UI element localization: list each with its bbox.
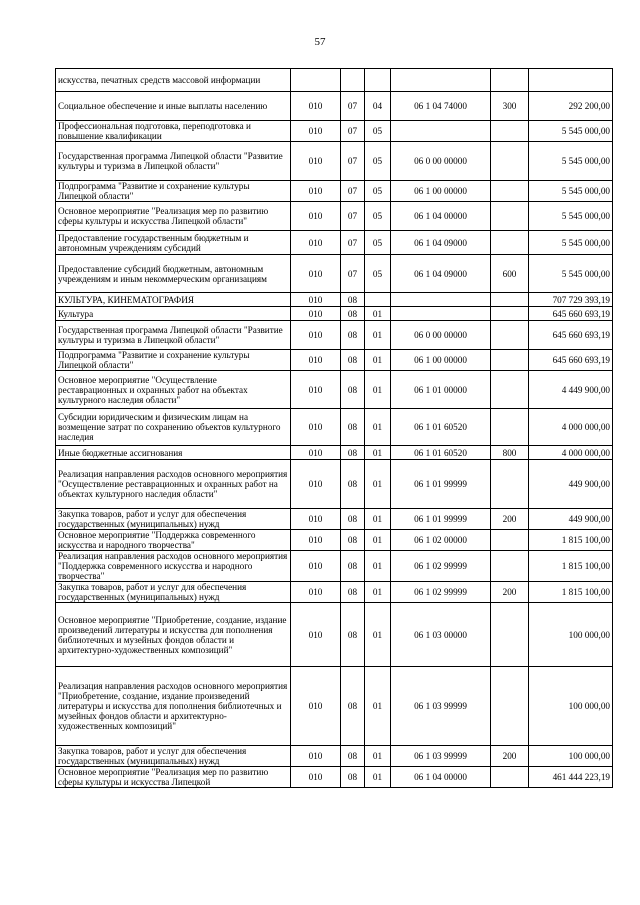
table-row <box>56 746 613 767</box>
expense-type-code: 200 <box>491 509 529 530</box>
amount: 5 545 000,00 <box>529 202 613 231</box>
budget-item-name: Основное мероприятие "Реализация мер по развитию сферы культуры и искусства Липецкой <box>56 767 291 788</box>
table-row <box>56 603 613 667</box>
subsection-code: 01 <box>365 767 391 788</box>
section-code: 08 <box>341 293 365 307</box>
amount: 100 000,00 <box>529 746 613 767</box>
expense-type-code: 800 <box>491 446 529 460</box>
subsection-code <box>365 69 391 92</box>
target-article-code: 06 1 01 60520 <box>391 409 491 446</box>
section-code: 07 <box>341 121 365 142</box>
department-code: 010 <box>291 603 341 667</box>
budget-item-name: искусства, печатных средств массовой информации <box>56 69 291 92</box>
amount: 4 449 900,00 <box>529 371 613 409</box>
target-article-code: 06 1 03 99999 <box>391 746 491 767</box>
budget-item-name: Закупка товаров, работ и услуг для обеспечения государственных (муниципальных) нужд <box>56 582 291 603</box>
section-code: 08 <box>341 460 365 509</box>
amount: 100 000,00 <box>529 603 613 667</box>
department-code: 010 <box>291 582 341 603</box>
section-code: 08 <box>341 746 365 767</box>
subsection-code: 05 <box>365 142 391 181</box>
expense-type-code <box>491 231 529 255</box>
page-number: 57 <box>314 36 326 48</box>
department-code: 010 <box>291 350 341 371</box>
table-row <box>56 255 613 293</box>
amount: 5 545 000,00 <box>529 231 613 255</box>
subsection-code: 04 <box>365 92 391 121</box>
table-row <box>56 551 613 582</box>
department-code: 010 <box>291 142 341 181</box>
budget-item-name: Культура <box>56 307 291 321</box>
budget-item-name: Основное мероприятие "Поддержка современного искусства и народного творчества" <box>56 530 291 551</box>
section-code: 07 <box>341 142 365 181</box>
amount: 5 545 000,00 <box>529 181 613 202</box>
target-article-code: 06 1 04 09000 <box>391 231 491 255</box>
target-article-code: 06 1 02 99999 <box>391 551 491 582</box>
subsection-code: 01 <box>365 530 391 551</box>
expense-type-code <box>491 667 529 746</box>
table-row <box>56 530 613 551</box>
subsection-code: 01 <box>365 350 391 371</box>
department-code: 010 <box>291 409 341 446</box>
budget-item-name: Подпрограмма "Развитие и сохранение культуры Липецкой области" <box>56 181 291 202</box>
expense-type-code <box>491 202 529 231</box>
table-row <box>56 582 613 603</box>
subsection-code: 05 <box>365 255 391 293</box>
expense-type-code <box>491 603 529 667</box>
expense-type-code: 600 <box>491 255 529 293</box>
expense-type-code <box>491 69 529 92</box>
target-article-code: 06 0 00 00000 <box>391 321 491 350</box>
table-row <box>56 509 613 530</box>
table-row <box>56 231 613 255</box>
department-code: 010 <box>291 321 341 350</box>
budget-item-name: Государственная программа Липецкой области "Развитие культуры и туризма в Липецкой области" <box>56 321 291 350</box>
subsection-code: 01 <box>365 582 391 603</box>
section-code: 07 <box>341 181 365 202</box>
amount: 645 660 693,19 <box>529 350 613 371</box>
amount <box>529 69 613 92</box>
target-article-code: 06 1 02 00000 <box>391 530 491 551</box>
department-code: 010 <box>291 121 341 142</box>
target-article-code: 06 1 04 74000 <box>391 92 491 121</box>
table-row <box>56 446 613 460</box>
expense-type-code <box>491 321 529 350</box>
subsection-code: 01 <box>365 746 391 767</box>
amount: 292 200,00 <box>529 92 613 121</box>
section-code: 08 <box>341 307 365 321</box>
amount: 449 900,00 <box>529 509 613 530</box>
target-article-code: 06 1 04 00000 <box>391 767 491 788</box>
section-code: 07 <box>341 231 365 255</box>
target-article-code: 06 1 04 00000 <box>391 202 491 231</box>
section-code: 07 <box>341 255 365 293</box>
target-article-code: 06 1 04 09000 <box>391 255 491 293</box>
expense-type-code: 300 <box>491 92 529 121</box>
amount: 100 000,00 <box>529 667 613 746</box>
section-code: 08 <box>341 509 365 530</box>
subsection-code: 01 <box>365 409 391 446</box>
target-article-code: 06 1 00 00000 <box>391 181 491 202</box>
budget-item-name: КУЛЬТУРА, КИНЕМАТОГРАФИЯ <box>56 293 291 307</box>
department-code: 010 <box>291 231 341 255</box>
amount: 461 444 223,19 <box>529 767 613 788</box>
table-row <box>56 69 613 92</box>
budget-table <box>55 68 613 788</box>
subsection-code: 05 <box>365 121 391 142</box>
expense-type-code <box>491 293 529 307</box>
amount: 5 545 000,00 <box>529 255 613 293</box>
department-code: 010 <box>291 293 341 307</box>
table-row <box>56 92 613 121</box>
department-code: 010 <box>291 667 341 746</box>
subsection-code: 01 <box>365 307 391 321</box>
target-article-code: 06 1 03 99999 <box>391 667 491 746</box>
expense-type-code <box>491 181 529 202</box>
subsection-code: 05 <box>365 181 391 202</box>
section-code: 08 <box>341 667 365 746</box>
department-code: 010 <box>291 767 341 788</box>
department-code: 010 <box>291 202 341 231</box>
table-row <box>56 460 613 509</box>
section-code: 08 <box>341 409 365 446</box>
budget-item-name: Основное мероприятие "Реализация мер по развитию сферы культуры и искусства Липецкой области" <box>56 202 291 231</box>
expense-type-code <box>491 551 529 582</box>
target-article-code: 06 1 01 99999 <box>391 509 491 530</box>
table-row <box>56 767 613 788</box>
budget-item-name: Основное мероприятие "Приобретение, создание, издание произведений литературы и искусства для пополнения библиотечных и музейных фондов области и архитектурно-художественных композиций" <box>56 603 291 667</box>
target-article-code <box>391 293 491 307</box>
amount: 645 660 693,19 <box>529 307 613 321</box>
section-code <box>341 69 365 92</box>
amount: 5 545 000,00 <box>529 142 613 181</box>
section-code: 08 <box>341 767 365 788</box>
section-code: 08 <box>341 446 365 460</box>
subsection-code <box>365 293 391 307</box>
target-article-code <box>391 69 491 92</box>
budget-item-name: Субсидии юридическим и физическим лицам на возмещение затрат по сохранению объектов культурного наследия <box>56 409 291 446</box>
target-article-code: 06 1 03 00000 <box>391 603 491 667</box>
subsection-code: 01 <box>365 371 391 409</box>
amount: 707 729 393,19 <box>529 293 613 307</box>
department-code: 010 <box>291 460 341 509</box>
budget-item-name: Подпрограмма "Развитие и сохранение культуры Липецкой области" <box>56 350 291 371</box>
section-code: 08 <box>341 371 365 409</box>
amount: 1 815 100,00 <box>529 551 613 582</box>
section-code: 08 <box>341 551 365 582</box>
target-article-code: 06 1 00 00000 <box>391 350 491 371</box>
budget-item-name: Профессиональная подготовка, переподготовка и повышение квалификации <box>56 121 291 142</box>
department-code: 010 <box>291 92 341 121</box>
table-row <box>56 142 613 181</box>
department-code: 010 <box>291 255 341 293</box>
table-row <box>56 307 613 321</box>
target-article-code <box>391 307 491 321</box>
table-row <box>56 350 613 371</box>
target-article-code: 06 1 02 99999 <box>391 582 491 603</box>
department-code: 010 <box>291 307 341 321</box>
budget-item-name: Закупка товаров, работ и услуг для обеспечения государственных (муниципальных) нужд <box>56 746 291 767</box>
department-code: 010 <box>291 446 341 460</box>
section-code: 07 <box>341 92 365 121</box>
amount: 5 545 000,00 <box>529 121 613 142</box>
target-article-code: 06 0 00 00000 <box>391 142 491 181</box>
budget-item-name: Предоставление субсидий бюджетным, автономным учреждениям и иным некоммерческим организациям <box>56 255 291 293</box>
budget-item-name: Реализация направления расходов основного мероприятия "Приобретение, создание, издание произведений литературы и искусства для пополнения библиотечных и музейных фондов области и архитектурно-художественных композиций" <box>56 667 291 746</box>
subsection-code: 01 <box>365 603 391 667</box>
table-row <box>56 321 613 350</box>
amount: 645 660 693,19 <box>529 321 613 350</box>
section-code: 07 <box>341 202 365 231</box>
section-code: 08 <box>341 350 365 371</box>
amount: 1 815 100,00 <box>529 582 613 603</box>
budget-item-name: Социальное обеспечение и иные выплаты населению <box>56 92 291 121</box>
budget-item-name: Иные бюджетные ассигнования <box>56 446 291 460</box>
table-row <box>56 181 613 202</box>
budget-item-name: Реализация направления расходов основного мероприятия "Поддержка современного искусства и народного творчества" <box>56 551 291 582</box>
expense-type-code: 200 <box>491 582 529 603</box>
budget-item-name: Основное мероприятие "Осуществление реставрационных и охранных работ на объектах культурного наследия области" <box>56 371 291 409</box>
budget-item-name: Государственная программа Липецкой области "Развитие культуры и туризма в Липецкой области" <box>56 142 291 181</box>
amount: 449 900,00 <box>529 460 613 509</box>
expense-type-code <box>491 350 529 371</box>
table-body <box>56 69 613 788</box>
table-row <box>56 202 613 231</box>
target-article-code: 06 1 01 60520 <box>391 446 491 460</box>
subsection-code: 01 <box>365 460 391 509</box>
expense-type-code <box>491 460 529 509</box>
subsection-code: 01 <box>365 551 391 582</box>
expense-type-code <box>491 530 529 551</box>
table-row <box>56 371 613 409</box>
target-article-code: 06 1 01 99999 <box>391 460 491 509</box>
department-code <box>291 69 341 92</box>
department-code: 010 <box>291 181 341 202</box>
expense-type-code <box>491 767 529 788</box>
subsection-code: 01 <box>365 446 391 460</box>
budget-item-name: Предоставление государственным бюджетным и автономным учреждениям субсидий <box>56 231 291 255</box>
subsection-code: 01 <box>365 509 391 530</box>
budget-item-name: Закупка товаров, работ и услуг для обеспечения государственных (муниципальных) нужд <box>56 509 291 530</box>
expense-type-code <box>491 371 529 409</box>
expense-type-code <box>491 409 529 446</box>
section-code: 08 <box>341 603 365 667</box>
department-code: 010 <box>291 551 341 582</box>
expense-type-code <box>491 307 529 321</box>
section-code: 08 <box>341 582 365 603</box>
department-code: 010 <box>291 371 341 409</box>
amount: 4 000 000,00 <box>529 446 613 460</box>
department-code: 010 <box>291 746 341 767</box>
department-code: 010 <box>291 509 341 530</box>
budget-item-name: Реализация направления расходов основного мероприятия "Осуществление реставрационных и охранных работ на объектах культурного наследия области" <box>56 460 291 509</box>
expense-type-code <box>491 121 529 142</box>
section-code: 08 <box>341 321 365 350</box>
target-article-code: 06 1 01 00000 <box>391 371 491 409</box>
table-row <box>56 667 613 746</box>
section-code: 08 <box>341 530 365 551</box>
table-row <box>56 293 613 307</box>
expense-type-code <box>491 142 529 181</box>
subsection-code: 01 <box>365 321 391 350</box>
table-row <box>56 121 613 142</box>
expense-type-code: 200 <box>491 746 529 767</box>
table-row <box>56 409 613 446</box>
subsection-code: 05 <box>365 202 391 231</box>
target-article-code <box>391 121 491 142</box>
amount: 4 000 000,00 <box>529 409 613 446</box>
subsection-code: 05 <box>365 231 391 255</box>
department-code: 010 <box>291 530 341 551</box>
subsection-code: 01 <box>365 667 391 746</box>
amount: 1 815 100,00 <box>529 530 613 551</box>
